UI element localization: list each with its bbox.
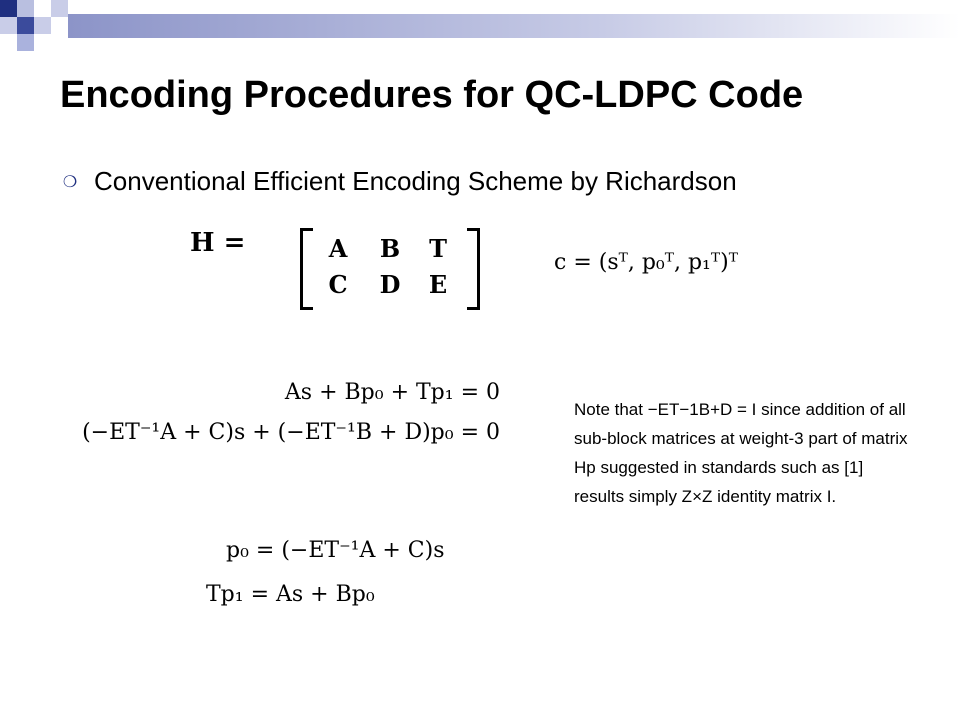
slide-title: Encoding Procedures for QC-LDPC Code (60, 74, 804, 116)
matrix-cell: B (379, 234, 401, 263)
right-bracket (467, 228, 480, 310)
decor-square (51, 0, 68, 17)
decor-square (0, 17, 17, 34)
decor-square (17, 0, 34, 17)
matrix-cell: C (328, 270, 348, 299)
decor-square (0, 0, 17, 17)
h-equation-lhs: H = (190, 228, 246, 258)
matrix-cell: T (429, 234, 447, 263)
note-text: Note that −ET−1B+D = I since addition of all sub-block matrices at weight-3 part of matrix Hp suggested in standards such as [1] results simply Z×Z identity matrix I. (574, 400, 908, 506)
decor-square (17, 17, 34, 34)
left-bracket (300, 228, 313, 310)
decor-square (34, 0, 51, 17)
matrix-cell: D (379, 270, 401, 299)
equation-1: As + Bp₀ + Tp₁ = 0 (284, 380, 500, 405)
decor-square (17, 34, 34, 51)
bullet-item (60, 166, 737, 197)
bullet-icon: ❍ (62, 172, 78, 191)
equation-tp1: Tp₁ = As + Bp₀ (206, 582, 375, 607)
header-gradient-bar (68, 14, 960, 38)
equation-p0: p₀ = (−ET⁻¹A + C)s (226, 538, 445, 563)
parity-check-matrix (300, 228, 480, 308)
codeword-definition: c = (sᵀ, p₀ᵀ, p₁ᵀ)ᵀ (554, 250, 738, 275)
matrix-cell: E (428, 270, 448, 299)
matrix-cell: A (328, 234, 348, 263)
decor-square (34, 17, 51, 34)
equation-2: (−ET⁻¹A + C)s + (−ET⁻¹B + D)p₀ = 0 (82, 420, 500, 445)
bullet-text: Conventional Efficient Encoding Scheme by Richardson (94, 166, 737, 196)
